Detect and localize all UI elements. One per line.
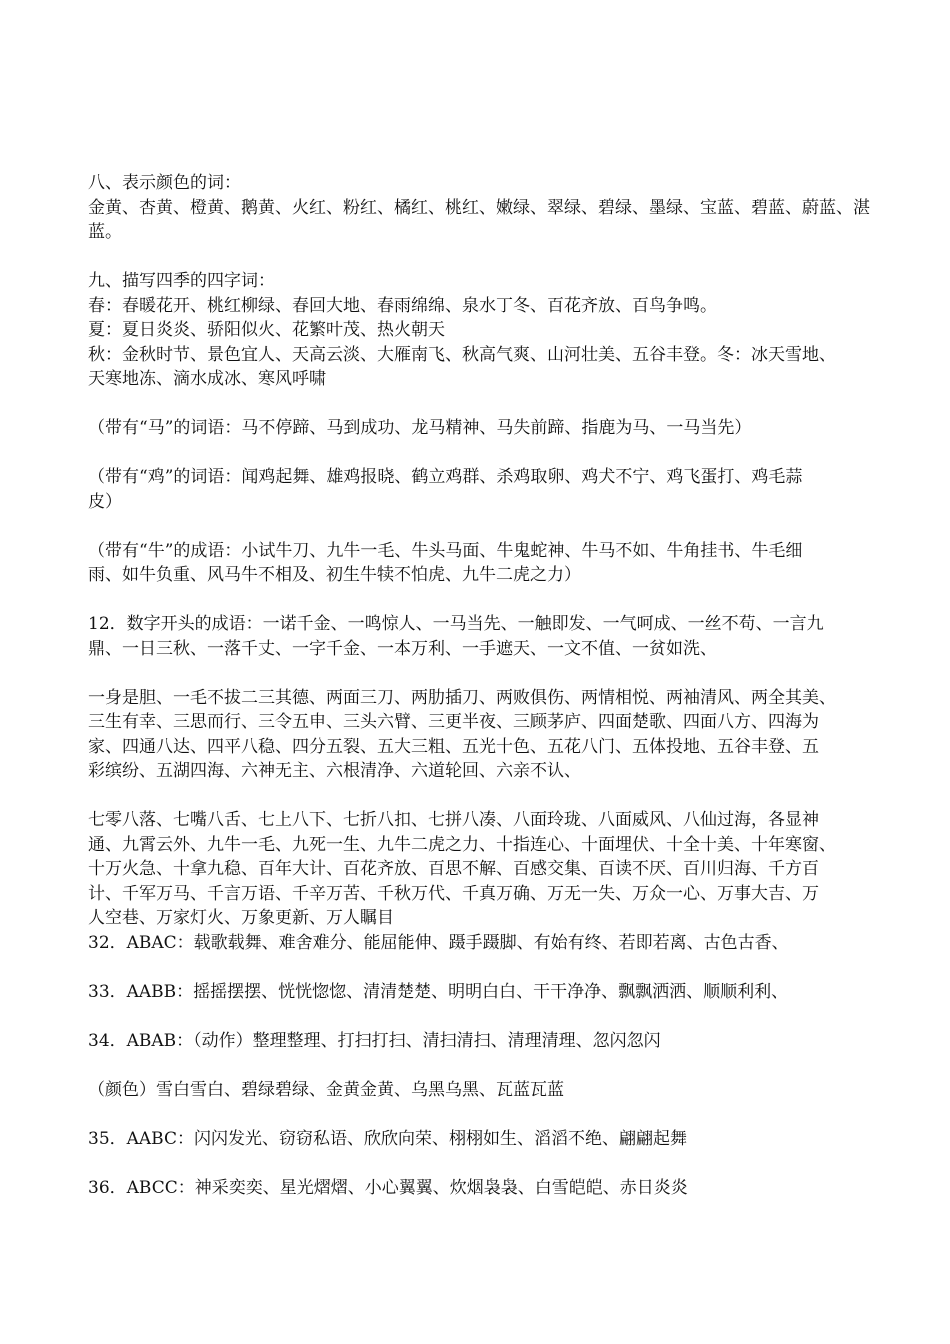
text-line: 八、表示颜色的词：: [88, 173, 241, 193]
number-idioms-2: [88, 686, 873, 784]
text-line: 春：春暖花开、桃红柳绿、春回大地、春雨绵绵、泉水丁冬、百花齐放、百鸟争鸣。: [88, 295, 717, 316]
abac-idioms: [88, 931, 873, 956]
paragraph-gap: [88, 245, 873, 270]
text-line: 夏：夏日炎炎、骄阳似火、花繁叶茂、热火朝天: [88, 320, 445, 340]
document-body: [88, 171, 873, 1200]
paragraph-gap: [88, 441, 873, 466]
text-line: 彩缤纷、五湖四海、六神无主、六根清净、六道轮回、六亲不认、: [88, 761, 581, 781]
paragraph-gap: [88, 1151, 873, 1176]
abab-color-idioms: [88, 1078, 873, 1103]
season-heading: [88, 269, 873, 294]
number-idioms-1: [88, 612, 873, 661]
text-line: 通、九霄云外、九牛一毛、九死一生、九牛二虎之力、十指连心、十面埋伏、十全十美、十年寒窗、: [88, 834, 836, 855]
summer-line: [88, 318, 873, 343]
text-line: 12．数字开头的成语：一诺千金、一鸣惊人、一马当先、一触即发、一气呵成、一丝不苟、一言九: [88, 614, 824, 634]
text-line: 人空巷、万家灯火、万象更新、万人瞩目: [88, 908, 394, 928]
spring-line: [88, 294, 873, 319]
number-idioms-3: [88, 808, 873, 931]
text-line: 天寒地冻、滴水成冰、寒风呼啸: [88, 369, 326, 389]
text-line: 十万火急、十拿九稳、百年大计、百花齐放、百思不解、百感交集、百读不厌、百川归海、千方百: [88, 859, 819, 879]
text-line: 计、千军万马、千言万语、千辛万苦、千秋万代、千真万确、万无一失、万众一心、万事大吉、万: [88, 883, 819, 904]
paragraph-gap: [88, 955, 873, 980]
paragraph-gap: [88, 514, 873, 539]
paragraph-gap: [88, 661, 873, 686]
text-line: （带有“马”的词语：马不停蹄、马到成功、龙马精神、马失前蹄、指鹿为马、一马当先）: [88, 418, 752, 438]
text-line: 七零八落、七嘴八舌、七上八下、七折八扣、七拼八凑、八面玲珑、八面威风、八仙过海，各显神: [88, 810, 819, 830]
text-line: 36．ABCC：神采奕奕、星光熠熠、小心翼翼、炊烟袅袅、白雪皑皑、赤日炎炎: [88, 1177, 688, 1198]
text-line: 鼎、一日三秋、一落千丈、一字千金、一本万利、一手遮天、一文不值、一贫如洗、: [88, 638, 717, 659]
paragraph-gap: [88, 784, 873, 809]
text-line: （带有“牛”的成语：小试牛刀、九牛一毛、牛头马面、牛鬼蛇神、牛马不如、牛角挂书、牛毛细: [88, 540, 803, 561]
text-line: 33．AABB：摇摇摆摆、恍恍惚惚、清清楚楚、明明白白、干干净净、飘飘洒洒、顺顺利利、: [88, 981, 789, 1002]
aabc-idioms: [88, 1127, 873, 1152]
text-line: 皮）: [88, 491, 122, 512]
paragraph-gap: [88, 1004, 873, 1029]
paragraph-gap: [88, 392, 873, 417]
horse-idioms: [88, 416, 873, 441]
text-line: 一身是胆、一毛不拔二三其德、两面三刀、两肋插刀、两败俱伤、两情相悦、两袖清风、两全其美、: [88, 687, 836, 708]
text-line: 蓝。: [88, 222, 122, 242]
text-line: 金黄、杏黄、橙黄、鹅黄、火红、粉红、橘红、桃红、嫩绿、翠绿、碧绿、墨绿、宝蓝、碧蓝、蔚蓝、湛: [88, 197, 870, 218]
abcc-idioms: [88, 1176, 873, 1201]
chicken-idioms: [88, 465, 873, 514]
paragraph-gap: [88, 1053, 873, 1078]
text-line: 家、四通八达、四平八稳、四分五裂、五大三粗、五光十色、五花八门、五体投地、五谷丰登、五: [88, 736, 819, 757]
color-words: [88, 196, 873, 245]
text-line: 34．ABAB：（动作）整理整理、打扫打扫、清扫清扫、清理清理、忽闪忽闪: [88, 1030, 661, 1051]
text-line: 秋：金秋时节、景色宜人、天高云淡、大雁南飞、秋高气爽、山河壮美、五谷丰登。冬：冰天雪地、: [88, 344, 836, 365]
paragraph-gap: [88, 588, 873, 613]
text-line: 三生有幸、三思而行、三令五申、三头六臂、三更半夜、三顾茅庐、四面楚歌、四面八方、四海为: [88, 712, 819, 732]
paragraph-gap: [88, 1102, 873, 1127]
aabb-idioms: [88, 980, 873, 1005]
autumn-winter-lines: [88, 343, 873, 392]
text-line: 35．AABC：闪闪发光、窃窃私语、欣欣向荣、栩栩如生、滔滔不绝、翩翩起舞: [88, 1128, 687, 1149]
text-line: （颜色）雪白雪白、碧绿碧绿、金黄金黄、乌黑乌黑、瓦蓝瓦蓝: [88, 1079, 564, 1100]
abab-action-idioms: [88, 1029, 873, 1054]
text-line: （带有“鸡”的词语：闻鸡起舞、雄鸡报晓、鹤立鸡群、杀鸡取卵、鸡犬不宁、鸡飞蛋打、鸡毛蒜: [88, 467, 803, 487]
cow-idioms: [88, 539, 873, 588]
text-line: 32．ABAC：载歌载舞、难舍难分、能屈能伸、蹑手蹑脚、有始有终、若即若离、古色古香、: [88, 932, 789, 953]
text-line: 九、描写四季的四字词：: [88, 271, 275, 291]
color-heading: [88, 171, 873, 196]
text-line: 雨、如牛负重、风马牛不相及、初生牛犊不怕虎、九牛二虎之力）: [88, 565, 581, 585]
